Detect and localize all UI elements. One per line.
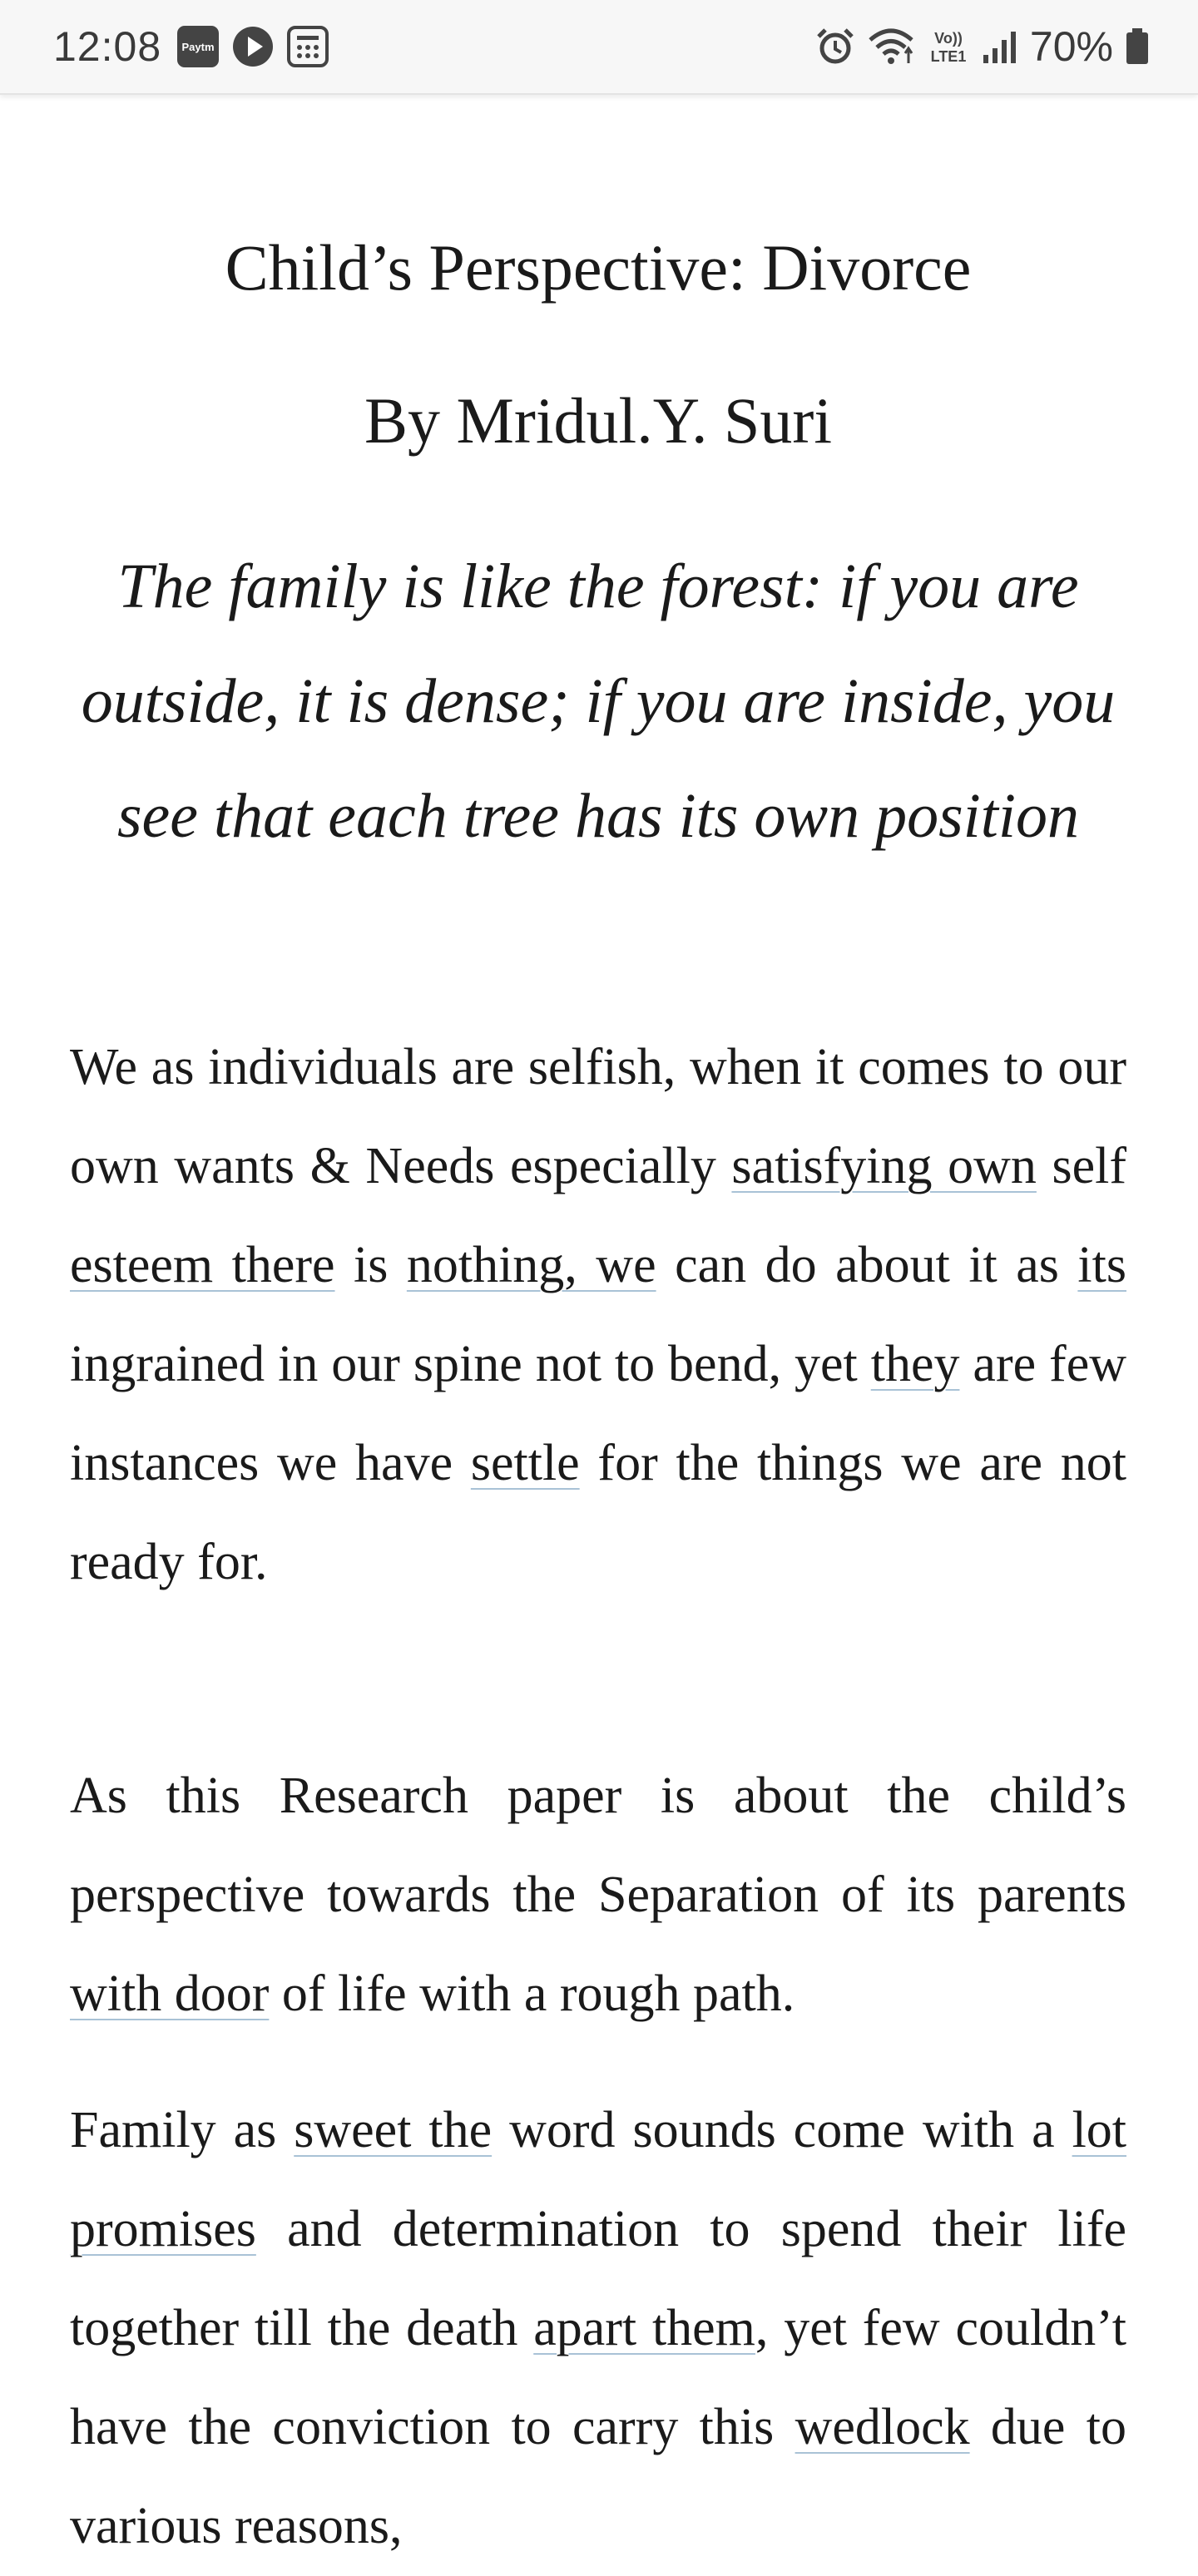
epigraph-quote: The family is like the forest: if you are outside, it is dense; if you are inside, you see that each tree has its own position bbox=[81, 551, 1116, 851]
text-run: ingrained in our spine not to bend, yet bbox=[70, 1336, 871, 1392]
battery-icon bbox=[1125, 27, 1150, 66]
text-run: are few instances we have bbox=[70, 1336, 1126, 1491]
text-run: can do about it as bbox=[656, 1237, 1078, 1293]
battery-percent: 70% bbox=[1029, 23, 1113, 70]
play-icon bbox=[231, 25, 275, 68]
grammar-suggestion[interactable]: esteem there bbox=[70, 1237, 335, 1293]
text-run: due to various reasons, bbox=[70, 2399, 1126, 2554]
text-run: of life with a rough path. bbox=[269, 1965, 795, 2022]
article-title: Child’s Perspective: Divorce bbox=[225, 231, 972, 304]
grammar-suggestion[interactable]: apart them bbox=[533, 2300, 755, 2356]
paytm-label: Paytm bbox=[181, 41, 215, 53]
grammar-suggestion[interactable]: lot promises bbox=[70, 2102, 1127, 2257]
grammar-suggestion[interactable]: wedlock bbox=[795, 2399, 970, 2455]
paragraph-1 bbox=[70, 1018, 1126, 1612]
text-run: Family as bbox=[70, 2102, 295, 2158]
grammar-suggestion[interactable]: settle bbox=[470, 1435, 580, 1491]
volte-bottom-label: LTE1 bbox=[930, 48, 967, 65]
paragraph-2 bbox=[70, 1747, 1126, 2044]
grammar-suggestion[interactable]: nothing, we bbox=[406, 1237, 656, 1293]
volte-icon bbox=[927, 25, 970, 68]
paragraph-3 bbox=[70, 2081, 1126, 2576]
text-run: and determination to spend their life together till the death bbox=[70, 2201, 1126, 2356]
text-run: is bbox=[334, 1237, 407, 1293]
text-run: , yet few couldn’t have the conviction to carry this bbox=[70, 2300, 1126, 2455]
text-run: As this Research paper is about the child’s perspective towards the Separation of its parents bbox=[70, 1768, 1126, 1923]
grammar-suggestion[interactable]: they bbox=[870, 1336, 960, 1392]
wifi-icon bbox=[867, 27, 915, 67]
text-run: word sounds come with a bbox=[492, 2102, 1072, 2158]
paytm-icon bbox=[176, 25, 220, 68]
text-run: self bbox=[1036, 1138, 1126, 1194]
calculator-icon bbox=[286, 25, 329, 68]
alarm-icon bbox=[815, 27, 855, 67]
status-bar-left bbox=[53, 0, 329, 93]
text-run: We as individuals are selfish, when it comes to our own wants & Needs especially bbox=[70, 1039, 1126, 1194]
text-run: for the things we are not ready for. bbox=[70, 1435, 1126, 1590]
status-bar-right bbox=[815, 0, 1150, 93]
status-time: 12:08 bbox=[53, 23, 162, 70]
grammar-suggestion[interactable]: its bbox=[1077, 1237, 1126, 1293]
status-bar bbox=[0, 0, 1198, 95]
grammar-suggestion[interactable]: satisfying own bbox=[731, 1138, 1037, 1194]
grammar-suggestion[interactable]: sweet the bbox=[294, 2102, 493, 2158]
volte-top-label: Vo)) bbox=[934, 30, 963, 47]
article-byline: By Mridul.Y. Suri bbox=[364, 384, 832, 457]
signal-icon bbox=[982, 28, 1018, 65]
grammar-suggestion[interactable]: with door bbox=[70, 1965, 270, 2022]
